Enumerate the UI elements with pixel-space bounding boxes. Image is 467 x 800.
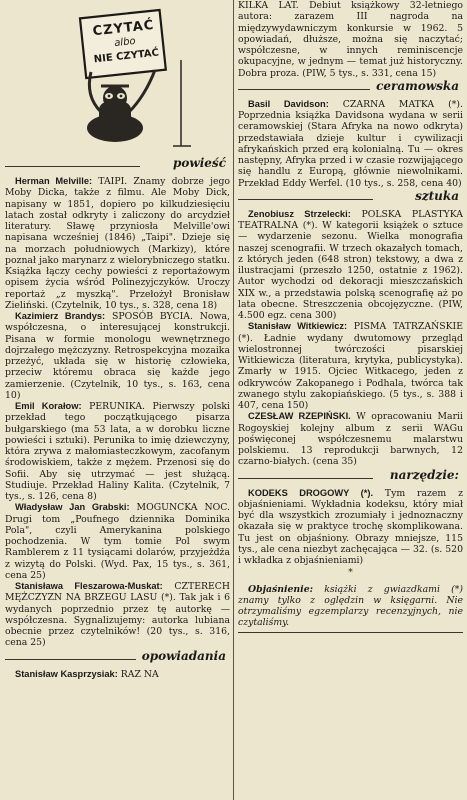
sign-text [87, 18, 163, 67]
review-witkiewicz [238, 321, 463, 411]
author: Władysław Jan Grabski: [15, 502, 130, 513]
author: Emil Korałow: [15, 401, 82, 411]
note-text: książki z gwiazdkami (*) znamy tylko z oględzin w księgarni. Nie otrzymaliśmy egzemplarzy recenzyjnych, nie czytaliśmy. [238, 583, 463, 629]
star-separator: * [348, 568, 353, 579]
sign-line-1: CZYTAĆ [91, 17, 156, 40]
review-kasprzysiak [5, 669, 230, 680]
review-koralow [5, 401, 230, 502]
review-grabski [5, 502, 230, 581]
review-rzepinski [238, 411, 463, 467]
review-melville [5, 176, 230, 311]
column-divider [233, 0, 234, 800]
author: Basil Davidson: [248, 98, 329, 109]
review-kodeks [238, 488, 463, 567]
review-text: CZTERECH MĘŻCZYZN NA BRZEGU LASU (*). Tak jak i 6 wydanych poprzednio przez tę autorkę — współczesna. Sygnalizujemy: autorka lubiana obecnie przez czytelników! (20 tys., s. 316, cena 25) [5, 581, 230, 649]
review-text: CZARNA MATKA (*). Poprzednia książka Davidsona wydana w serii ceramowskiej (Stara Afryka na nowo odkryta) przedstawiała dzieje kultur i cywilizacji afrykańskich przed erą kolonialną. Tu — okres następny, Afryka przed i w czasie rozwijającego się handlu z Europą, głównie niewolnikami. Przekład Eddy Werfel. (10 tys., s. 258, cena 40) [238, 98, 463, 189]
review-text: TAIPI. Znamy dobrze jego Moby Dicka, także z filmu. Ale Moby Dick, napisany w 1851, dopiero po kilkudziesięciu latach został odkryty i zaliczony do arcydzieł literatury. Sławę przyniosła Melville'owi napisana wcześniej (1846) „Taipi". Dzieje się na morzach południowych (Markizy), które poznał jako marynarz z wielorybniczego statku. Książka łączy cechy powieści z reportażowym opisem życia wśród Polinezyjczyków. Uroczy reportaż „z myszką". Przełożył Bronisław Zieliński. (Czytelnik, 10 tys., s. 328, cena 18) [5, 176, 230, 311]
author: Zenobiusz Strzelecki: [248, 208, 351, 219]
illustration [5, 0, 230, 152]
review-brandys [5, 311, 230, 401]
review-text: RAZ NA [117, 668, 159, 680]
section-heading-opowiadania: opowiadania [5, 651, 230, 667]
review-text: PERUNIKA. Pierwszy polski przekład tego początkującego pisarza bułgarskiego (ma 53 lata, a w dorobku liczne powieści i sztuki). Perunika to imię dziewczyny, która zrywa z małomiasteczkowym, zacofanym środowiskiem, także z mężem. Przenosi się do Sofii. Aby się utrzymać — jest służącą. Studiuje. Przekład Haliny Kalita. (Czytelnik, 7 tys., s. 126, cena 8) [5, 401, 230, 502]
author: Kazimierz Brandys: [15, 311, 106, 321]
review-text: PISMA TATRZAŃSKIE (*). Ładnie wydany dwutomowy przegląd wielostronnej twórczości pisarskiej Witkiewicza (literatura, krytyka, publicystyka). Zmarły w 1915. Ojciec Witkacego, jeden z odkrywców Zakopanego i Podhala, twórca tak zwanego stylu zakopiańskiego. (5 tys., s. 388 i 407, cena 150) [238, 321, 463, 411]
author: KODEKS DROGOWY (*). [248, 487, 374, 498]
review-text: W opracowaniu Marii Rogoyskiej kolejny album z serii WAGu poświęconej współczesnemu malarstwu polskiemu. 13 reprodukcji barwnych, 12 czarno-białych. (cena 35) [238, 411, 463, 468]
review-fleszarowa [5, 581, 230, 649]
bottom-rule [238, 632, 463, 633]
section-heading-ceramowska: ceramowska [238, 81, 463, 97]
review-text: MOGUNCKA NOC. Drugi tom „Poufnego dziennika Dominika Pola", czyli Amerykanina polskiego pochodzenia. W tym tomie Pol swym Ramblerem z 11 tysiącami dolarów, przyjeżdża z wizytą do Polski. (Wyd. Pax, 15 tys., s. 361, cena 25) [5, 502, 230, 581]
review-text: Tym razem z objaśnieniami. Wykładnia kodeksu, który miał być dla wszystkich zrozumiały i jednoznaczny okazała się w praktyce trochę skomplikowana. Tu jest on objaśniony. Obrazy mniejsze, 115 tys., ale cena niezbyt zachęcająca — 32. (s. 520 i wkładka z objaśnieniami) [238, 487, 463, 566]
section-heading-sztuka: sztuka [238, 191, 463, 207]
explanation-note [238, 584, 463, 629]
review-text: POLSKA PLASTYKA TEATRALNA (*). W kategorii książek o sztuce — wydarzenie sezonu. Wielka monografia naszej scenografii. W trzech okazałych tomach, z których jeden (648 stron) tekstowy, a dwa z ilustracjami (przeszło 1250, ostatnie z 1962). Autor wychodzi od dekoracji mieszczańskich XIX w., a przedstawia polską scenografię aż po lata obecne. Streszczenia obcojęzyczne. (PIW, 4.500 egz. cena 300) [238, 208, 464, 321]
sign-line-3: NIE CZYTAĆ [93, 47, 160, 66]
author: Stanisław Witkiewicz: [248, 321, 348, 332]
left-column [5, 0, 230, 680]
review-strzelecki [238, 209, 463, 322]
review-kasprzysiak-continued: KILKA LAT. Debiut książkowy 32-letniego autora: zarazem III nagroda na międzywydawniczym konkursie w 1962. 5 opowiadań, dłuższe, można się naczytać; współczesne, w innych reminiscencje okupacyjne, w jednym — temat już historyczny. Dobra proza. (PIW, 5 tys., s. 331, cena 15) [238, 0, 463, 79]
section-heading-powiesc: powieść [5, 158, 230, 174]
author: Stanisław Kasprzysiak: [15, 668, 118, 679]
review-text: SPOSÓB BYCIA. Nowa, współczesna, o interesującej konstrukcji. Pisana w formie monologu wewnętrznego dojrzałego mężczyzny. Retrospekcyjna mozaika przeżyć, układa się w historię człowieka, przeciw któremu obraca się każde jego zamierzenie. (Czytelnik, 10 tys., s. 163, cena 10) [5, 311, 230, 401]
section-heading-narzedzie: narzędzie: [238, 470, 463, 486]
review-davidson [238, 99, 463, 189]
author: CZESŁAW RZEPIŃSKI. [248, 411, 351, 422]
author: Stanisława Fleszarowa-Muskat: [15, 581, 163, 591]
sign-line-2: albo [113, 35, 137, 50]
note-label: Objaśnienie: [248, 583, 314, 595]
right-column [238, 0, 463, 633]
author: Herman Melville: [15, 176, 93, 186]
